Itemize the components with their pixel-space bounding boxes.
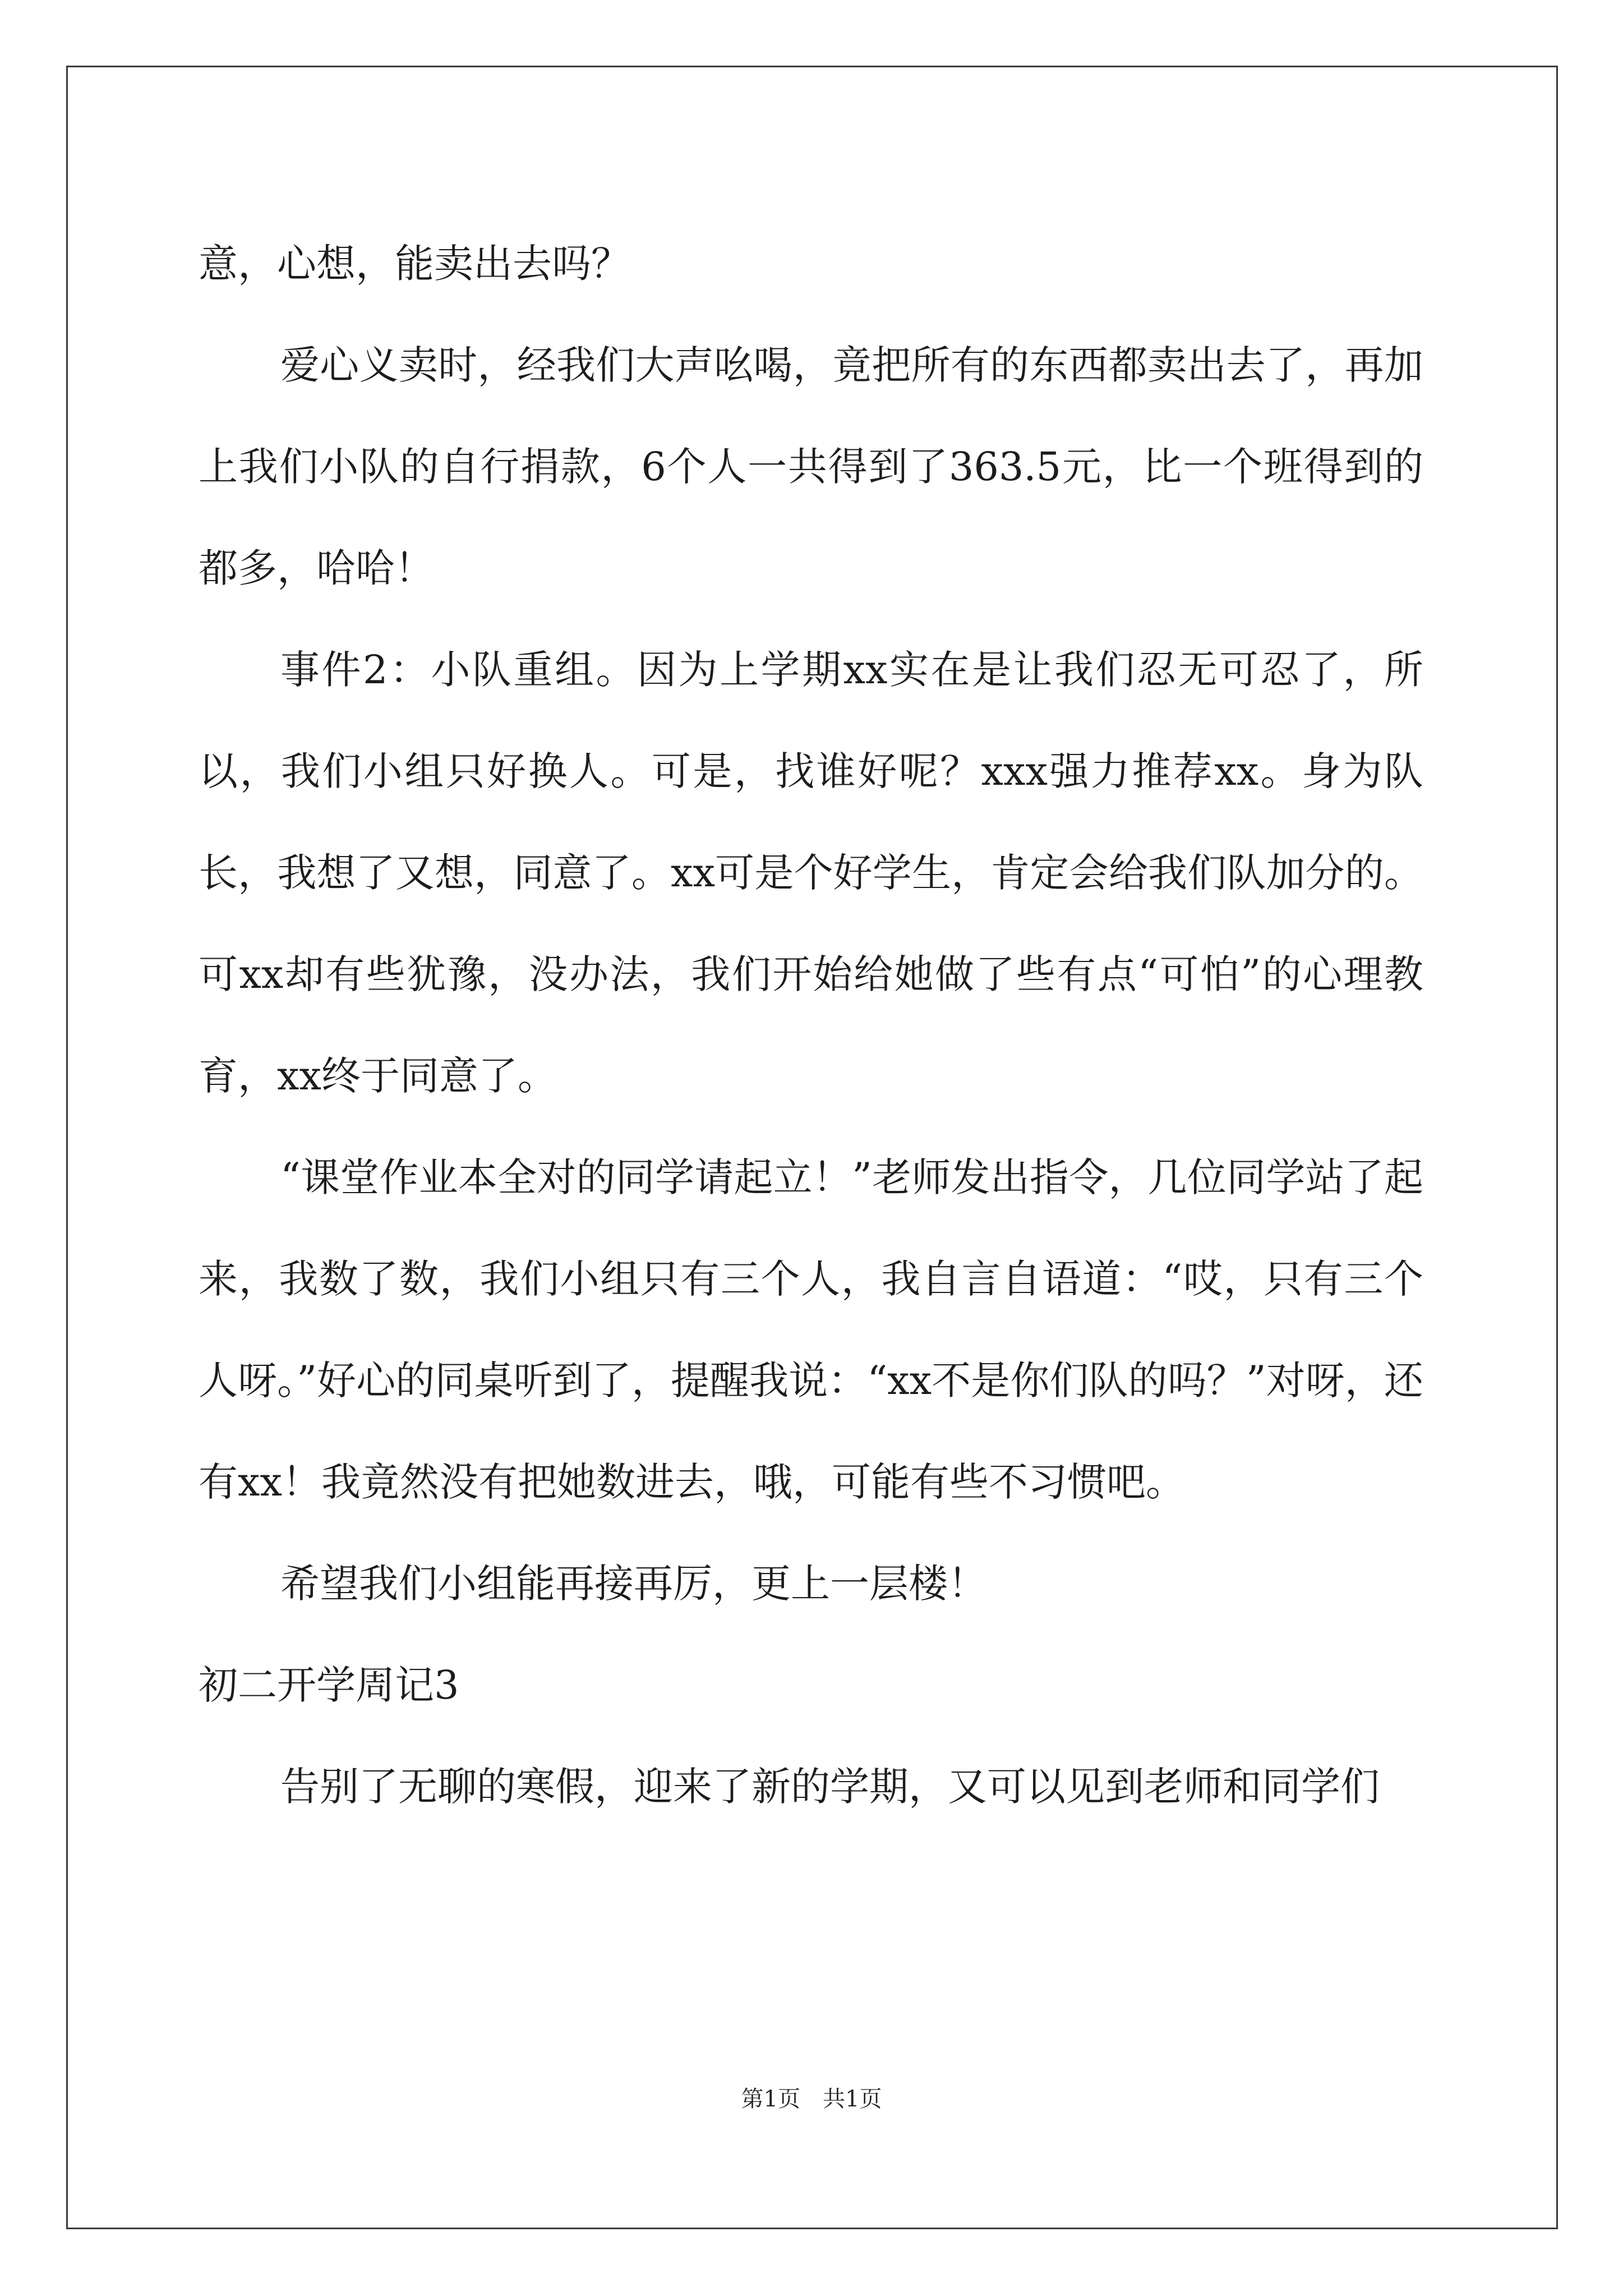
- section-heading: 初二开学周记3: [199, 1662, 459, 1708]
- paragraph-3: 事件2：小队重组。因为上学期xx实在是让我们忍无可忍了，所以，我们小组只好换人。可是，找谁好呢？xxx强力推荐xx。身为队长，我想了又想，同意了。xx可是个好学生，肯定会给我们队加分的。可xx却有些犹豫，没办法，我们开始给她做了些有点“可怕”的心理教育，xx终于同意了。: [199, 647, 1424, 1099]
- paragraph-1: 意，心想，能卖出去吗？: [199, 241, 630, 287]
- paragraph-2: 爱心义卖时，经我们大声吆喝，竟把所有的东西都卖出去了，再加上我们小队的自行捐款，6个人一共得到了363.5元，比一个班得到的都多，哈哈！: [199, 342, 1423, 591]
- paragraph-5: 希望我们小组能再接再厉，更上一层楼！: [280, 1561, 987, 1607]
- document-body: [199, 213, 1423, 1838]
- paragraph-6: 告别了无聊的寒假，迎来了新的学期，又可以见到老师和同学们: [280, 1764, 1380, 1810]
- paragraph-4: “课堂作业本全对的同学请起立！”老师发出指令，几位同学站了起来，我数了数，我们小组只有三个人，我自言自语道：“哎，只有三个人呀。”好心的同桌听到了，提醒我说：“xx不是你们队的吗？”对呀，还有xx！我竟然没有把她数进去，哦，可能有些不习惯吧。: [199, 1154, 1423, 1505]
- page-footer: 第1页 共1页: [741, 2086, 882, 2112]
